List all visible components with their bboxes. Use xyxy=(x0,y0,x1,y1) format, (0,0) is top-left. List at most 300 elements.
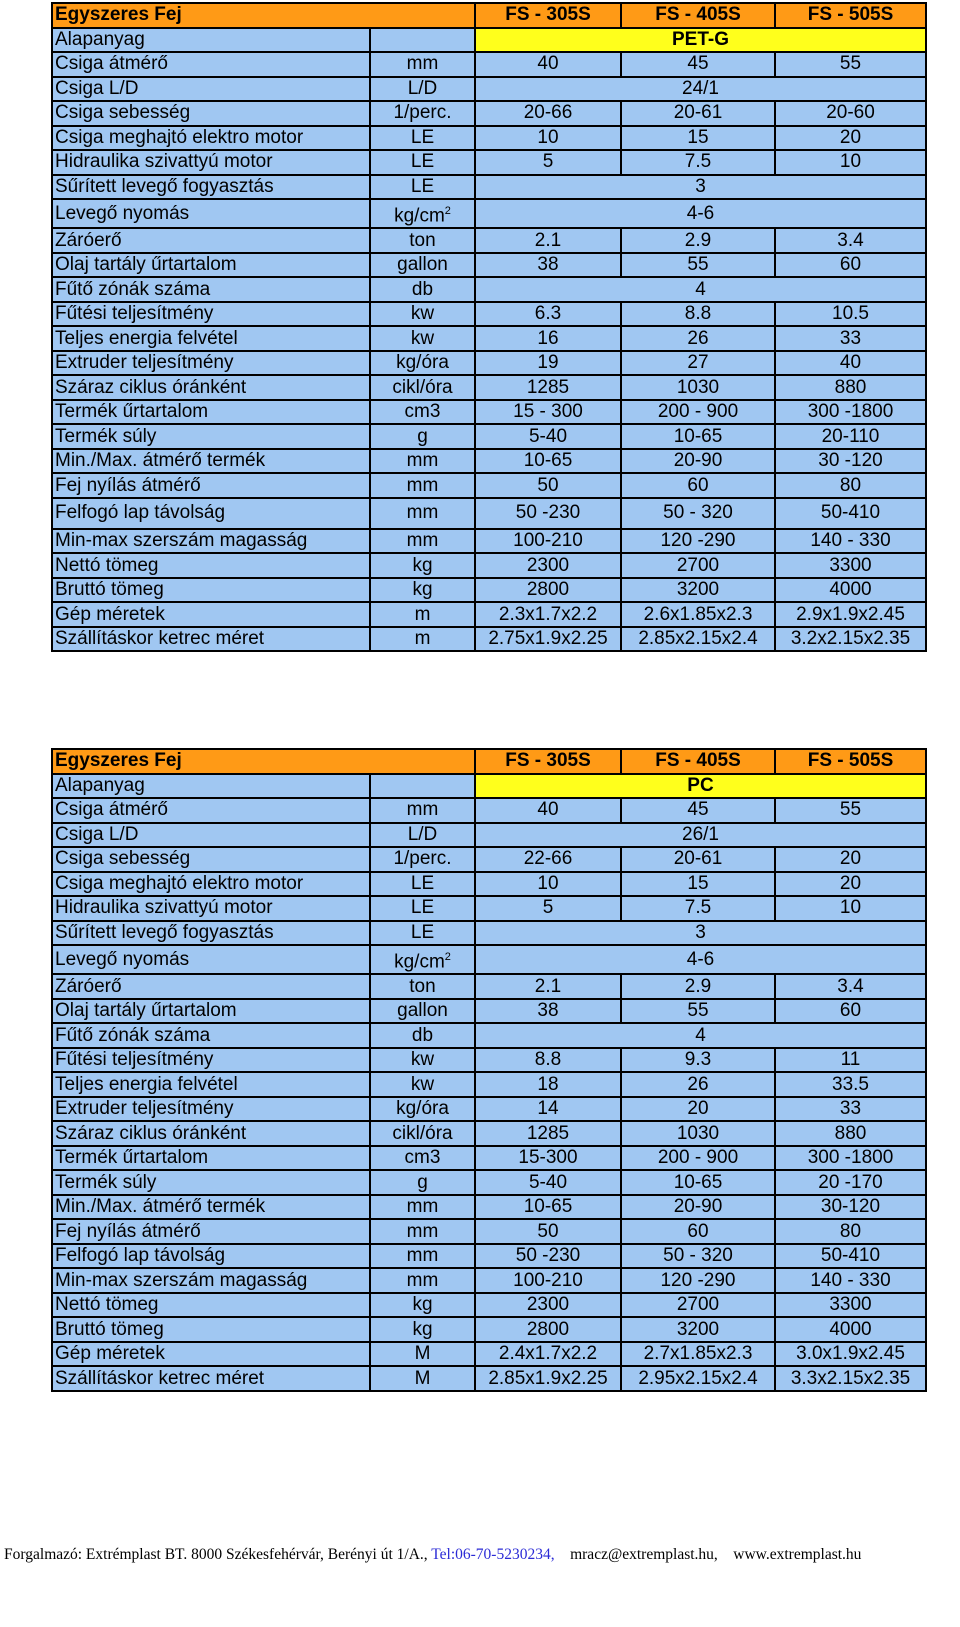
parameter-label: Szállításkor ketrec méret xyxy=(52,1366,370,1391)
value-cell: 3.2x2.15x2.35 xyxy=(775,627,926,652)
value-cell: 10-65 xyxy=(475,449,621,474)
unit-cell xyxy=(370,627,475,652)
parameter-label: Fűtő zónák száma xyxy=(52,277,370,302)
value-cell: 15 - 300 xyxy=(475,400,621,425)
unit-cell xyxy=(370,1317,475,1342)
value-cell: 2.9x1.9x2.45 xyxy=(775,602,926,627)
unit-text: cm3 xyxy=(404,401,441,423)
unit-text: LE xyxy=(410,175,435,197)
shared-value: 4 xyxy=(475,277,926,302)
unit-text: kw xyxy=(410,1073,435,1095)
table-row xyxy=(52,627,926,652)
value-cell: 15 xyxy=(621,872,775,897)
table-row xyxy=(52,896,926,921)
table-row xyxy=(52,847,926,872)
unit-cell xyxy=(370,999,475,1024)
unit-cell xyxy=(370,553,475,578)
parameter-label: Nettó tömeg xyxy=(52,1293,370,1318)
unit-cell xyxy=(370,228,475,253)
email-address[interactable]: mracz@extremplast.hu, xyxy=(570,1546,718,1563)
value-cell: 27 xyxy=(621,351,775,376)
unit-text: kw xyxy=(410,327,435,349)
unit-cell xyxy=(370,1146,475,1171)
unit-cell xyxy=(370,101,475,126)
table-header-row xyxy=(52,749,926,774)
unit-cell xyxy=(370,1244,475,1269)
table-row xyxy=(52,1317,926,1342)
parameter-label: Min-max szerszám magasság xyxy=(52,1268,370,1293)
table-row xyxy=(52,52,926,77)
value-cell: 45 xyxy=(621,52,775,77)
table-row xyxy=(52,945,926,974)
value-cell: 60 xyxy=(621,1219,775,1244)
table-row xyxy=(52,449,926,474)
shared-value: 3 xyxy=(475,175,926,200)
spec-table-body xyxy=(52,3,926,651)
unit-text: M xyxy=(414,1343,431,1365)
parameter-label: Fej nyílás átmérő xyxy=(52,1219,370,1244)
parameter-label: Termék súly xyxy=(52,424,370,449)
value-cell: 50-410 xyxy=(775,1244,926,1269)
unit-cell xyxy=(370,375,475,400)
value-cell: 50 -230 xyxy=(475,1244,621,1269)
value-cell: 50 - 320 xyxy=(621,498,775,529)
unit-text: kg xyxy=(412,554,433,576)
unit-cell xyxy=(370,473,475,498)
value-cell: 140 - 330 xyxy=(775,1268,926,1293)
value-cell: 3.4 xyxy=(775,974,926,999)
table-row xyxy=(52,1048,926,1073)
parameter-label: Záróerő xyxy=(52,974,370,999)
table-row xyxy=(52,1366,926,1391)
value-cell: 7.5 xyxy=(621,896,775,921)
parameter-label: Hidraulika szivattyú motor xyxy=(52,150,370,175)
table-row xyxy=(52,400,926,425)
value-cell: 22-66 xyxy=(475,847,621,872)
table-row xyxy=(52,1268,926,1293)
table-row xyxy=(52,1293,926,1318)
value-cell: 18 xyxy=(475,1072,621,1097)
value-cell: 3.3x2.15x2.35 xyxy=(775,1366,926,1391)
table-row xyxy=(52,1023,926,1048)
value-cell: 2.3x1.7x2.2 xyxy=(475,602,621,627)
material-row xyxy=(52,28,926,53)
unit-text: cikl/óra xyxy=(392,1122,453,1144)
unit-cell xyxy=(370,1072,475,1097)
parameter-label: Extruder teljesítmény xyxy=(52,1097,370,1122)
parameter-label: Nettó tömeg xyxy=(52,553,370,578)
value-cell: 120 -290 xyxy=(621,529,775,554)
value-cell: 30-120 xyxy=(775,1195,926,1220)
unit-text: mm xyxy=(406,1245,439,1267)
value-cell: 55 xyxy=(621,253,775,278)
table-row xyxy=(52,473,926,498)
parameter-label: Fűtési teljesítmény xyxy=(52,1048,370,1073)
unit-text: kw xyxy=(410,1049,435,1071)
unit-cell xyxy=(370,847,475,872)
parameter-label: Teljes energia felvétel xyxy=(52,326,370,351)
distributor-address: Forgalmazó: Extrémplast BT. 8000 Székesfehérvár, Berényi út 1/A., xyxy=(4,1546,428,1563)
value-cell: 1030 xyxy=(621,1121,775,1146)
value-cell: 2.6x1.85x2.3 xyxy=(621,602,775,627)
table-row xyxy=(52,277,926,302)
value-cell: 40 xyxy=(775,351,926,376)
value-cell: 2.7x1.85x2.3 xyxy=(621,1342,775,1367)
unit-text: db xyxy=(411,278,434,300)
table-row xyxy=(52,498,926,529)
unit-cell xyxy=(370,199,475,228)
value-cell: 55 xyxy=(621,999,775,1024)
table-row xyxy=(52,1097,926,1122)
table-row xyxy=(52,351,926,376)
value-cell: 20 xyxy=(621,1097,775,1122)
parameter-label: Termék űrtartalom xyxy=(52,400,370,425)
unit-exponent: 2 xyxy=(444,205,451,217)
value-cell: 2700 xyxy=(621,1293,775,1318)
unit-cell xyxy=(370,945,475,974)
table-row xyxy=(52,921,926,946)
value-cell: 10-65 xyxy=(621,1170,775,1195)
unit-text: kw xyxy=(410,303,435,325)
parameter-label: Bruttó tömeg xyxy=(52,578,370,603)
table-row xyxy=(52,199,926,228)
spec-table-pc xyxy=(51,748,927,1392)
value-cell: 2.85x1.9x2.25 xyxy=(475,1366,621,1391)
value-cell: 40 xyxy=(475,798,621,823)
unit-cell xyxy=(370,498,475,529)
unit-text: kg xyxy=(412,1318,433,1340)
parameter-label: Fej nyílás átmérő xyxy=(52,473,370,498)
unit-text: kg/cm xyxy=(394,205,445,227)
parameter-label: Csiga meghajtó elektro motor xyxy=(52,126,370,151)
unit-cell xyxy=(370,1097,475,1122)
shared-value: 4-6 xyxy=(475,199,926,228)
table-row xyxy=(52,999,926,1024)
value-cell: 55 xyxy=(775,798,926,823)
unit-cell xyxy=(370,578,475,603)
value-cell: 880 xyxy=(775,375,926,400)
shared-value: 4 xyxy=(475,1023,926,1048)
material-label: Alapanyag xyxy=(52,28,370,53)
value-cell: 2.9 xyxy=(621,974,775,999)
value-cell: 2300 xyxy=(475,1293,621,1318)
unit-cell xyxy=(370,351,475,376)
unit-cell xyxy=(370,774,475,799)
unit-text: mm xyxy=(406,474,439,496)
table-row xyxy=(52,974,926,999)
shared-value: 24/1 xyxy=(475,77,926,102)
value-cell: 20-110 xyxy=(775,424,926,449)
table-row xyxy=(52,150,926,175)
model-name: FS - 305S xyxy=(475,749,621,774)
value-cell: 7.5 xyxy=(621,150,775,175)
unit-cell xyxy=(370,1366,475,1391)
value-cell: 10-65 xyxy=(621,424,775,449)
unit-text: cm3 xyxy=(404,1147,441,1169)
shared-value: 4-6 xyxy=(475,945,926,974)
unit-text: mm xyxy=(406,502,439,524)
unit-text: mm xyxy=(406,1196,439,1218)
value-cell: 2800 xyxy=(475,1317,621,1342)
value-cell: 9.3 xyxy=(621,1048,775,1073)
unit-text: mm xyxy=(406,1220,439,1242)
unit-text: LE xyxy=(410,151,435,173)
value-cell: 3.4 xyxy=(775,228,926,253)
parameter-label: Olaj tartály űrtartalom xyxy=(52,253,370,278)
unit-text: mm xyxy=(406,53,439,75)
unit-text: L/D xyxy=(407,77,438,99)
value-cell: 8.8 xyxy=(621,302,775,327)
value-cell: 80 xyxy=(775,1219,926,1244)
value-cell: 20 -170 xyxy=(775,1170,926,1195)
value-cell: 2.9 xyxy=(621,228,775,253)
value-cell: 880 xyxy=(775,1121,926,1146)
material-label: Alapanyag xyxy=(52,774,370,799)
value-cell: 20 xyxy=(775,872,926,897)
unit-cell xyxy=(370,326,475,351)
table-row xyxy=(52,175,926,200)
unit-text: m xyxy=(414,628,431,650)
model-name: FS - 405S xyxy=(621,3,775,28)
unit-text: mm xyxy=(406,450,439,472)
value-cell: 60 xyxy=(621,473,775,498)
unit-text: gallon xyxy=(397,1000,448,1022)
value-cell: 45 xyxy=(621,798,775,823)
value-cell: 200 - 900 xyxy=(621,400,775,425)
value-cell: 20-61 xyxy=(621,847,775,872)
parameter-label: Extruder teljesítmény xyxy=(52,351,370,376)
value-cell: 3300 xyxy=(775,553,926,578)
value-cell: 20-90 xyxy=(621,449,775,474)
value-cell: 80 xyxy=(775,473,926,498)
unit-cell xyxy=(370,175,475,200)
table-row xyxy=(52,1146,926,1171)
shared-value: 26/1 xyxy=(475,823,926,848)
value-cell: 20-61 xyxy=(621,101,775,126)
parameter-label: Fűtési teljesítmény xyxy=(52,302,370,327)
value-cell: 1285 xyxy=(475,1121,621,1146)
value-cell: 50 - 320 xyxy=(621,1244,775,1269)
unit-text: db xyxy=(411,1024,434,1046)
parameter-label: Felfogó lap távolság xyxy=(52,498,370,529)
value-cell: 20-60 xyxy=(775,101,926,126)
value-cell: 4000 xyxy=(775,578,926,603)
header-title: Egyszeres Fej xyxy=(52,749,475,774)
value-cell: 20 xyxy=(775,847,926,872)
parameter-label: Szállításkor ketrec méret xyxy=(52,627,370,652)
value-cell: 2.75x1.9x2.25 xyxy=(475,627,621,652)
parameter-label: Sűrített levegő fogyasztás xyxy=(52,921,370,946)
table-row xyxy=(52,101,926,126)
value-cell: 5 xyxy=(475,150,621,175)
value-cell: 200 - 900 xyxy=(621,1146,775,1171)
unit-text: 1/perc. xyxy=(393,102,452,124)
parameter-label: Olaj tartály űrtartalom xyxy=(52,999,370,1024)
value-cell: 50-410 xyxy=(775,498,926,529)
parameter-label: Teljes energia felvétel xyxy=(52,1072,370,1097)
table-row xyxy=(52,424,926,449)
website-link[interactable]: www.extremplast.hu xyxy=(733,1546,862,1563)
value-cell: 2800 xyxy=(475,578,621,603)
unit-text: 1/perc. xyxy=(393,848,452,870)
value-cell: 50 xyxy=(475,473,621,498)
table-row xyxy=(52,1219,926,1244)
table-row xyxy=(52,798,926,823)
spec-table-body xyxy=(52,749,926,1391)
unit-cell xyxy=(370,823,475,848)
value-cell: 60 xyxy=(775,999,926,1024)
unit-cell xyxy=(370,400,475,425)
shared-value: 3 xyxy=(475,921,926,946)
value-cell: 2.95x2.15x2.4 xyxy=(621,1366,775,1391)
unit-cell xyxy=(370,529,475,554)
unit-cell xyxy=(370,77,475,102)
value-cell: 2.1 xyxy=(475,974,621,999)
unit-cell xyxy=(370,1342,475,1367)
value-cell: 140 - 330 xyxy=(775,529,926,554)
parameter-label: Csiga meghajtó elektro motor xyxy=(52,872,370,897)
material-value: PET-G xyxy=(475,28,926,53)
value-cell: 3300 xyxy=(775,1293,926,1318)
value-cell: 3200 xyxy=(621,1317,775,1342)
unit-cell xyxy=(370,302,475,327)
unit-cell xyxy=(370,1293,475,1318)
value-cell: 2.4x1.7x2.2 xyxy=(475,1342,621,1367)
phone-number: Tel:06-70-5230234, xyxy=(431,1546,555,1563)
unit-text: ton xyxy=(409,975,436,997)
table-row xyxy=(52,1195,926,1220)
table-row xyxy=(52,253,926,278)
parameter-label: Csiga átmérő xyxy=(52,52,370,77)
unit-text: LE xyxy=(410,897,435,919)
parameter-label: Min-max szerszám magasság xyxy=(52,529,370,554)
table-header-row xyxy=(52,3,926,28)
unit-text: g xyxy=(417,1171,428,1193)
unit-text: m xyxy=(414,603,431,625)
parameter-label: Csiga sebesség xyxy=(52,101,370,126)
unit-cell xyxy=(370,872,475,897)
parameter-label: Sűrített levegő fogyasztás xyxy=(52,175,370,200)
unit-cell xyxy=(370,1121,475,1146)
value-cell: 10.5 xyxy=(775,302,926,327)
table-row xyxy=(52,872,926,897)
unit-cell xyxy=(370,896,475,921)
value-cell: 300 -1800 xyxy=(775,1146,926,1171)
unit-text: mm xyxy=(406,799,439,821)
unit-text: g xyxy=(417,425,428,447)
table-row xyxy=(52,302,926,327)
unit-cell xyxy=(370,126,475,151)
parameter-label: Csiga L/D xyxy=(52,77,370,102)
value-cell: 5-40 xyxy=(475,1170,621,1195)
table-row xyxy=(52,1342,926,1367)
value-cell: 50 xyxy=(475,1219,621,1244)
value-cell: 11 xyxy=(775,1048,926,1073)
parameter-label: Fűtő zónák száma xyxy=(52,1023,370,1048)
value-cell: 33 xyxy=(775,1097,926,1122)
unit-cell xyxy=(370,1048,475,1073)
table-row xyxy=(52,529,926,554)
value-cell: 2.85x2.15x2.4 xyxy=(621,627,775,652)
table-row xyxy=(52,1170,926,1195)
value-cell: 2.1 xyxy=(475,228,621,253)
value-cell: 26 xyxy=(621,1072,775,1097)
table-row xyxy=(52,1244,926,1269)
value-cell: 40 xyxy=(475,52,621,77)
unit-cell xyxy=(370,974,475,999)
unit-text: kg xyxy=(412,1294,433,1316)
parameter-label: Hidraulika szivattyú motor xyxy=(52,896,370,921)
unit-text: LE xyxy=(410,872,435,894)
value-cell: 26 xyxy=(621,326,775,351)
parameter-label: Záróerő xyxy=(52,228,370,253)
value-cell: 1285 xyxy=(475,375,621,400)
table-row xyxy=(52,375,926,400)
value-cell: 100-210 xyxy=(475,529,621,554)
parameter-label: Csiga L/D xyxy=(52,823,370,848)
parameter-label: Gép méretek xyxy=(52,1342,370,1367)
unit-text: kg xyxy=(412,579,433,601)
value-cell: 4000 xyxy=(775,1317,926,1342)
unit-text: mm xyxy=(406,1269,439,1291)
parameter-label: Min./Max. átmérő termék xyxy=(52,449,370,474)
model-name: FS - 305S xyxy=(475,3,621,28)
distributor-footer xyxy=(4,1546,960,1564)
unit-text: M xyxy=(414,1367,431,1389)
unit-cell xyxy=(370,921,475,946)
unit-text: kg/óra xyxy=(396,352,449,374)
value-cell: 50 -230 xyxy=(475,498,621,529)
parameter-label: Min./Max. átmérő termék xyxy=(52,1195,370,1220)
parameter-label: Felfogó lap távolság xyxy=(52,1244,370,1269)
value-cell: 15-300 xyxy=(475,1146,621,1171)
unit-cell xyxy=(370,449,475,474)
unit-exponent: 2 xyxy=(444,951,451,963)
unit-text: LE xyxy=(410,921,435,943)
value-cell: 2700 xyxy=(621,553,775,578)
value-cell: 10 xyxy=(475,126,621,151)
parameter-label: Száraz ciklus óránként xyxy=(52,1121,370,1146)
unit-cell xyxy=(370,798,475,823)
value-cell: 5 xyxy=(475,896,621,921)
unit-text: cikl/óra xyxy=(392,376,453,398)
unit-cell xyxy=(370,602,475,627)
parameter-label: Levegő nyomás xyxy=(52,945,370,974)
header-title: Egyszeres Fej xyxy=(52,3,475,28)
material-row xyxy=(52,774,926,799)
table-row xyxy=(52,1121,926,1146)
value-cell: 3200 xyxy=(621,578,775,603)
value-cell: 5-40 xyxy=(475,424,621,449)
value-cell: 55 xyxy=(775,52,926,77)
parameter-label: Levegő nyomás xyxy=(52,199,370,228)
value-cell: 16 xyxy=(475,326,621,351)
table-row xyxy=(52,77,926,102)
value-cell: 15 xyxy=(621,126,775,151)
parameter-label: Száraz ciklus óránként xyxy=(52,375,370,400)
unit-text: LE xyxy=(410,126,435,148)
value-cell: 3.0x1.9x2.45 xyxy=(775,1342,926,1367)
value-cell: 38 xyxy=(475,999,621,1024)
value-cell: 120 -290 xyxy=(621,1268,775,1293)
parameter-label: Bruttó tömeg xyxy=(52,1317,370,1342)
value-cell: 10 xyxy=(475,872,621,897)
value-cell: 10 xyxy=(775,150,926,175)
unit-cell xyxy=(370,1195,475,1220)
value-cell: 8.8 xyxy=(475,1048,621,1073)
unit-cell xyxy=(370,1268,475,1293)
spec-table-pet-g xyxy=(51,2,927,652)
